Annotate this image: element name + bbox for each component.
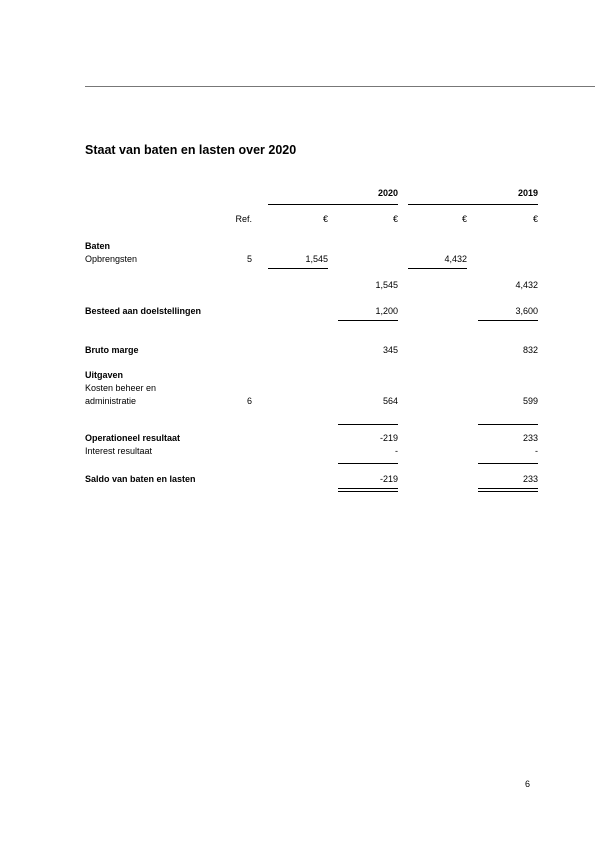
saldo-label: Saldo van baten en lasten [85, 474, 196, 484]
operationeel-current: -219 [379, 433, 398, 443]
operationeel-label: Operationeel resultaat [85, 433, 181, 443]
header-rule [85, 86, 595, 87]
operationeel-prior: 233 [522, 433, 538, 443]
uitgaven-heading: Uitgaven [85, 370, 124, 380]
opbrengsten-label: Opbrengsten [85, 254, 138, 264]
opbrengsten-current-rule [268, 268, 328, 269]
bruto-current: 345 [382, 345, 398, 355]
saldo-current: -219 [379, 474, 398, 484]
interest-label: Interest resultaat [85, 446, 153, 456]
ref-header: Ref. [235, 214, 252, 224]
kosten-ref: 6 [246, 396, 252, 406]
besteed-prior-rule [478, 320, 538, 321]
baten-subtotal-prior: 4,432 [515, 280, 538, 290]
interest-prior-rule [478, 463, 538, 464]
year-current-header: 2020 [377, 188, 398, 198]
besteed-current-rule [338, 320, 398, 321]
opbrengsten-prior-detail: 4,432 [444, 254, 467, 264]
baten-subtotal-current: 1,545 [375, 280, 398, 290]
kosten-prior: 599 [522, 396, 538, 406]
kosten-prior-rule [478, 424, 538, 425]
opbrengsten-ref: 5 [246, 254, 252, 264]
saldo-prior: 233 [522, 474, 538, 484]
interest-current: - [395, 446, 398, 456]
interest-current-rule [338, 463, 398, 464]
besteed-label: Besteed aan doelstellingen [85, 306, 202, 316]
besteed-current: 1,200 [375, 306, 398, 316]
bruto-prior: 832 [522, 345, 538, 355]
page-title: Staat van baten en lasten over 2020 [85, 143, 297, 157]
kosten-current-rule [338, 424, 398, 425]
kosten-current: 564 [382, 396, 398, 406]
year-current-rule [268, 204, 398, 205]
opbrengsten-prior-rule [408, 268, 467, 269]
page-number: 6 [524, 779, 530, 789]
bruto-label: Bruto marge [85, 345, 139, 355]
baten-heading: Baten [85, 241, 111, 251]
kosten-label-line2: administratie [85, 396, 137, 406]
year-prior-header: 2019 [517, 188, 538, 198]
interest-prior: - [535, 446, 538, 456]
year-prior-rule [408, 204, 538, 205]
kosten-label-line1: Kosten beheer en [85, 383, 157, 393]
currency-header-d: € [532, 214, 538, 224]
saldo-current-double-rule [338, 488, 398, 492]
currency-header-c: € [461, 214, 467, 224]
currency-header-a: € [322, 214, 328, 224]
currency-header-b: € [392, 214, 398, 224]
saldo-prior-double-rule [478, 488, 538, 492]
besteed-prior: 3,600 [515, 306, 538, 316]
opbrengsten-current-detail: 1,545 [305, 254, 328, 264]
